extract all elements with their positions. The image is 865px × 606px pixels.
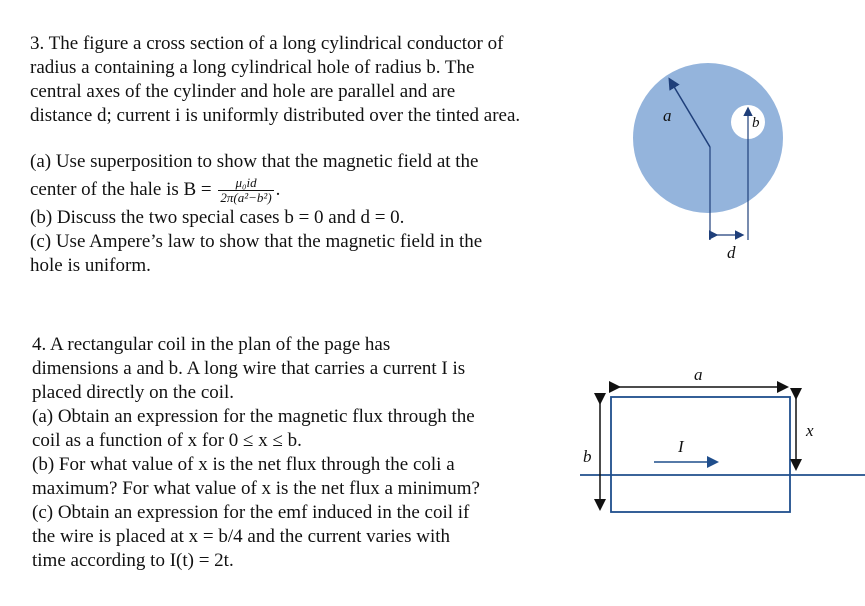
label-b: b: [583, 447, 592, 466]
problem-3-line-2: radius a containing a long cylindrical hole of radius b. The: [30, 57, 475, 78]
problem-3-line-4: distance d; current i is uniformly distributed over the tinted area.: [30, 105, 521, 126]
coil-figure: [580, 360, 865, 520]
problem-3-parts: [30, 150, 482, 278]
problem-4-line-5: coil as a function of x for 0 ≤ x ≤ b.: [32, 430, 302, 451]
formula-denominator: 2π(a²−b²): [220, 190, 272, 206]
problem-3-part-c-line-1: (c) Use Ampere’s law to show that the magnetic field in the: [30, 231, 483, 252]
problem-4-line-3: placed directly on the coil.: [32, 382, 235, 403]
problem-3-line-3: central axes of the cylinder and hole are parallel and are: [30, 81, 456, 102]
problem-4-text: [32, 333, 480, 573]
rectangular-coil: [611, 397, 790, 512]
label-a: a: [694, 365, 703, 384]
problem-4-line-8: (c) Obtain an expression for the emf induced in the coil if: [32, 502, 470, 523]
formula-fraction: [218, 176, 273, 205]
problem-3-text: [30, 32, 520, 128]
problem-4-line-9: the wire is placed at x = b/4 and the current varies with: [32, 526, 451, 547]
cylinder-figure: [630, 55, 810, 270]
problem-4-line-1: 4. A rectangular coil in the plan of the page has: [32, 334, 391, 355]
label-x: x: [806, 421, 814, 440]
label-I: I: [678, 437, 684, 456]
problem-4-line-10: time according to I(t) = 2t.: [32, 550, 234, 571]
problem-4-line-4: (a) Obtain an expression for the magnetic flux through the: [32, 406, 475, 427]
problem-3-line-1: 3. The figure a cross section of a long cylindrical conductor of: [30, 33, 504, 54]
problem-3-part-a-line-1: (a) Use superposition to show that the magnetic field at the: [30, 151, 479, 172]
label-b: b: [752, 115, 760, 131]
label-d: d: [727, 243, 736, 262]
problem-4-line-7: maximum? For what value of x is the net flux a minimum?: [32, 478, 480, 499]
problem-3-part-c-line-2: hole is uniform.: [30, 255, 151, 276]
problem-3-part-b: (b) Discuss the two special cases b = 0 and d = 0.: [30, 207, 405, 228]
problem-3-part-a-line-2: [30, 174, 482, 206]
conductor-disk: [633, 63, 783, 213]
problem-4-line-6: (b) For what value of x is the net flux through the coli a: [32, 454, 455, 475]
formula-numerator: μ₀id: [235, 175, 257, 191]
formula-prefix: center of the hale is B =: [30, 179, 212, 200]
formula-suffix: .: [275, 179, 281, 200]
label-a: a: [663, 106, 672, 125]
problem-4-line-2: dimensions a and b. A long wire that carries a current I is: [32, 358, 466, 379]
